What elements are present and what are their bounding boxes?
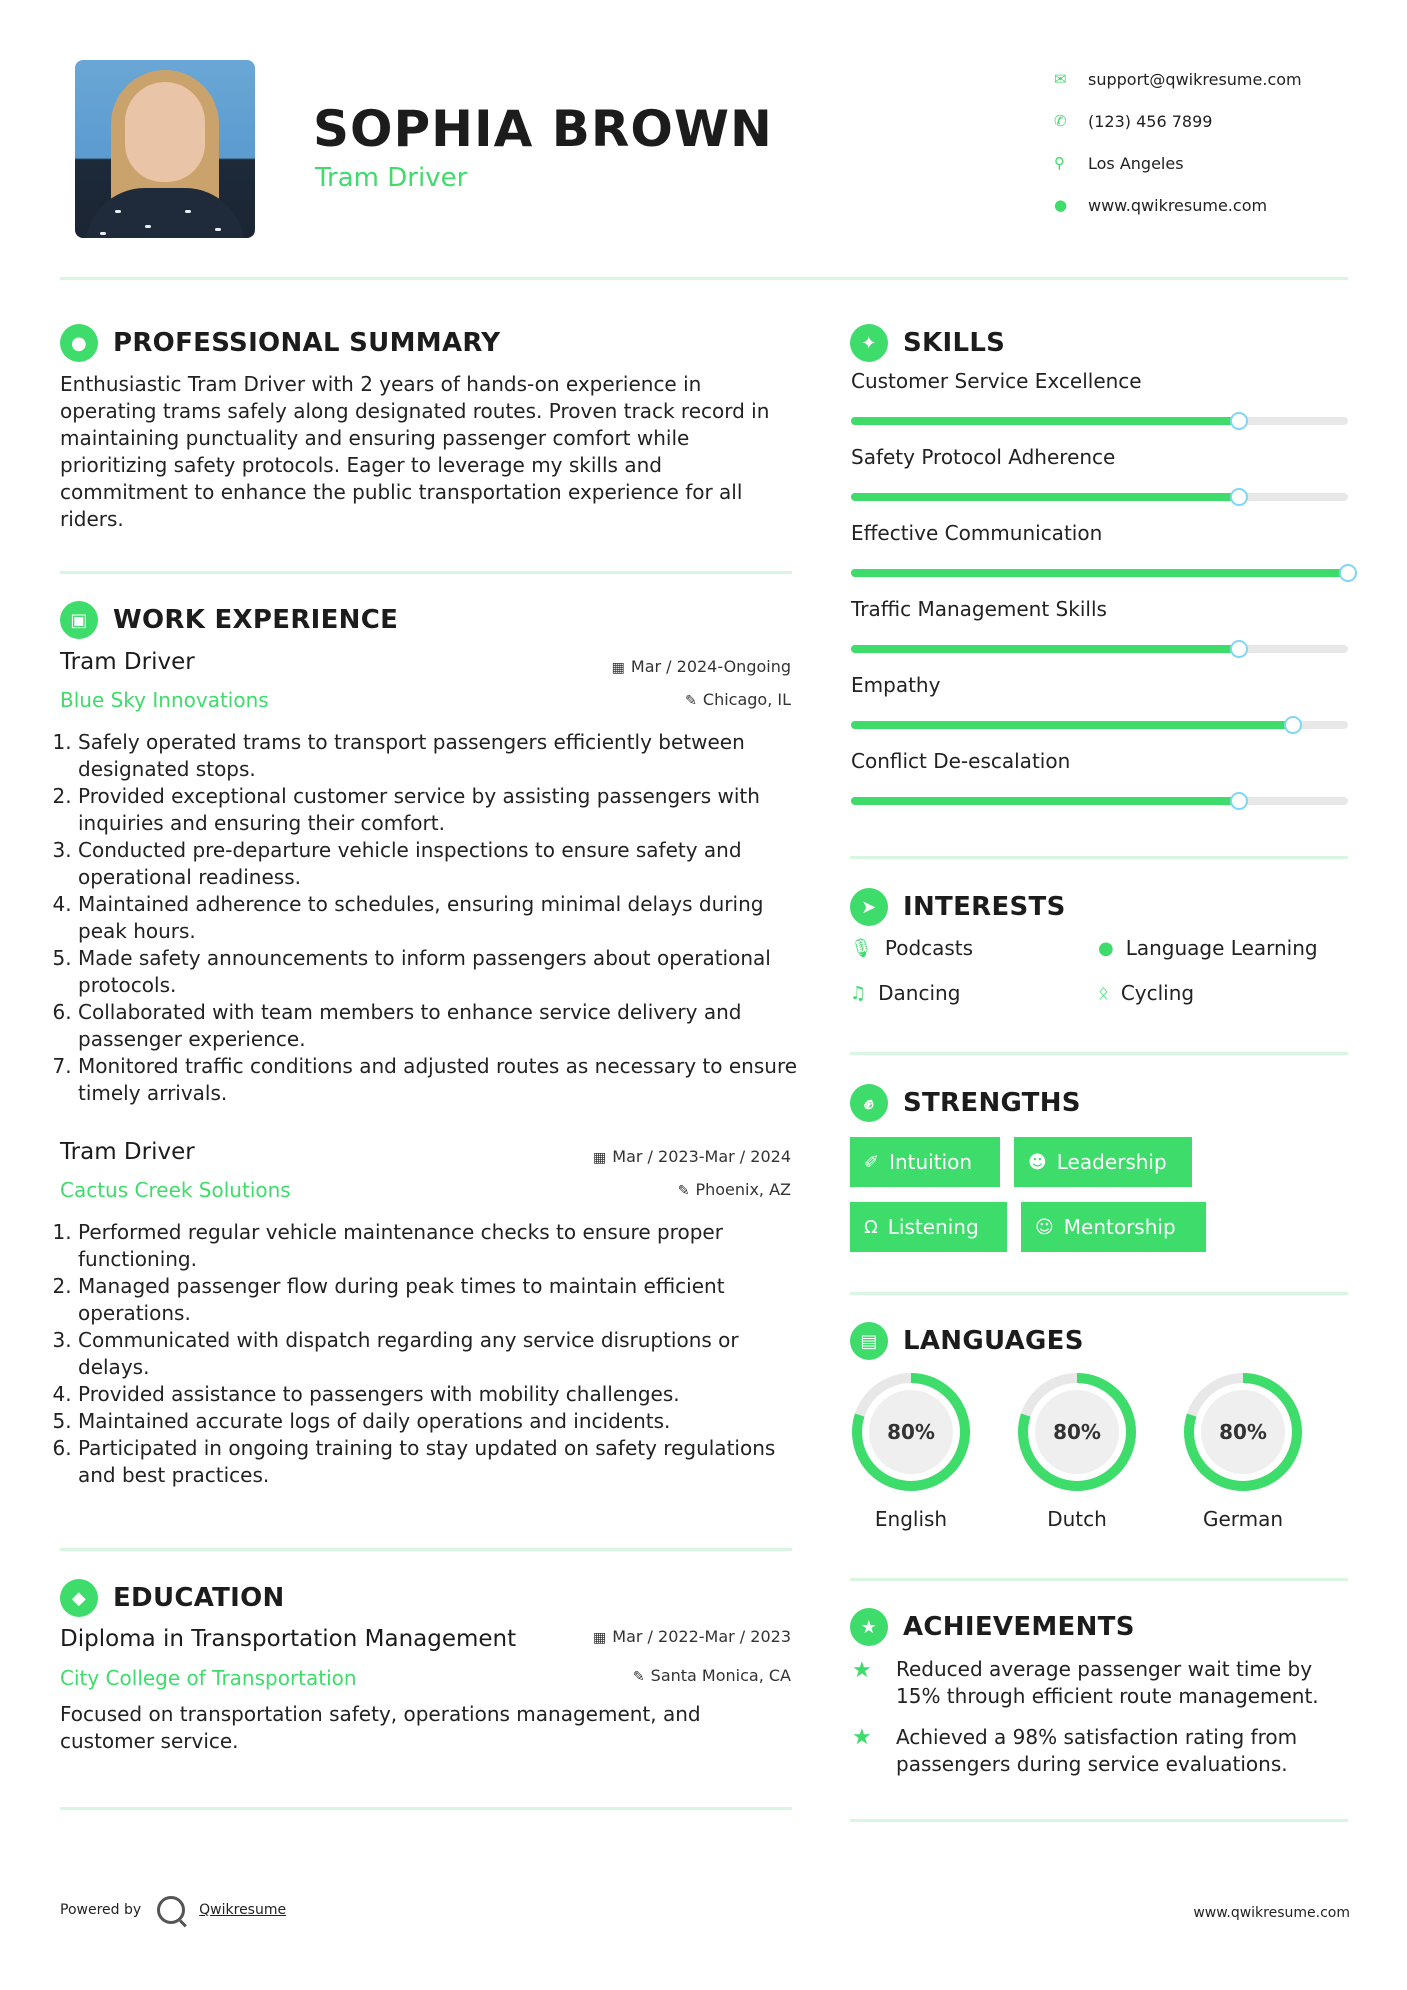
skill-bar-fill [851, 569, 1348, 577]
strength-mentorship: ☺ Mentorship [1021, 1202, 1206, 1252]
achievement-item: Achieved a 98% satisfaction rating from passengers during service evaluations. [896, 1725, 1298, 1776]
interest-dancing: ♫ Dancing [850, 981, 961, 1005]
strength-intuition: ✐ Intuition [850, 1137, 1000, 1187]
calendar-icon: ▦ [611, 660, 625, 676]
user-icon: ● [60, 324, 98, 362]
experience-heading: ▣ WORK EXPERIENCE [60, 601, 398, 639]
achievement-item: Reduced average passenger wait time by 15% through efficient route management. [896, 1657, 1319, 1708]
skill-bar-fill [851, 417, 1239, 425]
pin-icon: ✎ [677, 1183, 690, 1199]
candidate-title: Tram Driver [315, 163, 468, 193]
skill-bar-knob [1230, 792, 1248, 810]
skill-bar-fill [851, 721, 1293, 729]
lightbulb-icon: ✦ [850, 324, 888, 362]
globe-icon: ● [1098, 937, 1114, 959]
language-ring-svg [1181, 1370, 1305, 1494]
candidate-name: SOPHIA BROWN [313, 100, 773, 158]
job-1-title: Tram Driver [60, 649, 195, 675]
skill-bar-track [851, 417, 1348, 425]
job-2-company: Cactus Creek Solutions [60, 1178, 291, 1202]
language-label: English [874, 1507, 948, 1531]
languages-divider [850, 1578, 1348, 1581]
skill-bar-knob [1230, 412, 1248, 430]
skills-heading: ✦ SKILLS [850, 324, 1005, 362]
skill-label: Conflict De-escalation [851, 749, 1071, 773]
language-percent: 80% [887, 1420, 935, 1444]
skills-divider [850, 856, 1348, 859]
job-1-location: ✎ Chicago, IL [685, 690, 791, 709]
language-label: Dutch [1047, 1507, 1107, 1531]
language-percent: 80% [1219, 1420, 1267, 1444]
list-item: 3. Conducted pre-departure vehicle inspections to ensure safety and operational readiness. [78, 837, 800, 891]
briefcase-icon: ▣ [60, 601, 98, 639]
bicycle-icon: ᛟ [1098, 982, 1109, 1004]
music-note-icon: ♫ [850, 982, 867, 1004]
star-icon: ★ [852, 1725, 872, 1750]
magic-wand-icon: ✐ [864, 1151, 880, 1173]
star-icon: ★ [850, 1608, 888, 1646]
languages-heading: ▤ LANGUAGES [850, 1322, 1084, 1360]
job-2-duties [60, 1219, 800, 1489]
skill-bar-track [851, 493, 1348, 501]
envelope-icon: ✉ [1054, 70, 1067, 88]
skill-bar-knob [1284, 716, 1302, 734]
language-ring [849, 1370, 973, 1494]
interest-cycling: ᛟ Cycling [1098, 981, 1195, 1005]
list-item: 4. Maintained adherence to schedules, ensuring minimal delays during peak hours. [78, 891, 800, 945]
language-ring-svg [1015, 1370, 1139, 1494]
list-item: 5. Maintained accurate logs of daily operations and incidents. [78, 1408, 800, 1435]
list-item: 2. Provided exceptional customer service by assisting passengers with inquiries and ensuring their comfort. [78, 783, 800, 837]
summary-text: Enthusiastic Tram Driver with 2 years of hands-on experience in operating trams safely along designated routes. Proven track record in maintaining punctuality and ensuring passenger comfort while prioritizing safety protocols. Eager to leverage my skills and commitment to enhance the public transportation experience for all riders. [60, 372, 770, 531]
language-ring [1015, 1370, 1139, 1494]
achievements-heading: ★ ACHIEVEMENTS [850, 1608, 1135, 1646]
footer-brand-link[interactable]: Qwikresume [199, 1902, 287, 1918]
contact-email[interactable]: ✉ support@qwikresume.com [1050, 58, 1390, 100]
skill-label: Traffic Management Skills [851, 597, 1107, 621]
list-item: 4. Provided assistance to passengers with mobility challenges. [78, 1381, 800, 1408]
qwikresume-logo-icon [157, 1896, 185, 1924]
skill-bar-fill [851, 493, 1239, 501]
skill-bar-knob [1230, 640, 1248, 658]
location-pin-icon: ⚲ [1054, 154, 1065, 172]
skill-bar-track [851, 569, 1348, 577]
interests-heading: ➤ INTERESTS [850, 888, 1066, 926]
job-1-date: ▦ Mar / 2024-Ongoing [611, 657, 791, 676]
job-1-company: Blue Sky Innovations [60, 688, 269, 712]
skill-bar-track [851, 645, 1348, 653]
list-item: 6. Participated in ongoing training to stay updated on safety regulations and best practices. [78, 1435, 800, 1489]
job-2-title: Tram Driver [60, 1139, 195, 1165]
education-degree: Diploma in Transportation Management [60, 1626, 517, 1652]
strengths-divider [850, 1292, 1348, 1295]
education-text: Focused on transportation safety, operations management, and customer service. [60, 1702, 701, 1753]
language-ring [1181, 1370, 1305, 1494]
phone-icon: ✆ [1054, 112, 1067, 130]
contact-phone[interactable]: ✆ (123) 456 7899 [1050, 100, 1390, 142]
education-divider [60, 1807, 792, 1810]
skill-bar-track [851, 797, 1348, 805]
strength-leadership: ☻ Leadership [1014, 1137, 1192, 1187]
list-item: 7. Monitored traffic conditions and adjusted routes as necessary to ensure timely arrivals. [78, 1053, 800, 1107]
list-item: 2. Managed passenger flow during peak times to maintain efficient operations. [78, 1273, 800, 1327]
header-divider [60, 277, 1348, 280]
list-item: 6. Collaborated with team members to enhance service delivery and passenger experience. [78, 999, 800, 1053]
interest-podcasts: 🎙︎ Podcasts [850, 936, 974, 960]
list-item: 5. Made safety announcements to inform passengers about operational protocols. [78, 945, 800, 999]
language-percent: 80% [1053, 1420, 1101, 1444]
interests-divider [850, 1052, 1348, 1055]
summary-divider [60, 571, 792, 574]
pin-icon: ✎ [685, 693, 697, 709]
star-icon: ★ [852, 1658, 872, 1683]
job-2-location: ✎ Phoenix, AZ [677, 1180, 791, 1199]
language-label: German [1202, 1507, 1284, 1531]
skill-bar-fill [851, 797, 1239, 805]
microphone-icon: 🎙︎ [850, 937, 873, 959]
contact-website[interactable]: ● www.qwikresume.com [1050, 184, 1390, 226]
id-card-icon: ▤ [850, 1322, 888, 1360]
education-school: City College of Transportation [60, 1666, 357, 1690]
education-date: ▦ Mar / 2022-Mar / 2023 [593, 1627, 791, 1646]
education-location: ✎ Santa Monica, CA [632, 1666, 791, 1685]
contact-location: ⚲ Los Angeles [1050, 142, 1390, 184]
strength-listening: Ω Listening [850, 1202, 1007, 1252]
list-item: 3. Communicated with dispatch regarding any service disruptions or delays. [78, 1327, 800, 1381]
list-item: 1. Performed regular vehicle maintenance checks to ensure proper functioning. [78, 1219, 800, 1273]
education-heading: ◆ EDUCATION [60, 1579, 285, 1617]
strengths-heading: ✊︎ STRENGTHS [850, 1084, 1081, 1122]
skill-label: Empathy [851, 673, 941, 697]
summary-heading: ● PROFESSIONAL SUMMARY [60, 324, 500, 362]
skill-bar-fill [851, 645, 1239, 653]
language-ring-svg [849, 1370, 973, 1494]
achievements-divider [850, 1819, 1348, 1822]
headphones-icon: Ω [864, 1216, 878, 1238]
skill-label: Customer Service Excellence [851, 369, 1142, 393]
skill-bar-knob [1230, 488, 1248, 506]
footer-powered-by: Powered by Qwikresume [60, 1896, 286, 1924]
interest-language-learning: ● Language Learning [1098, 936, 1318, 960]
experience-divider [60, 1548, 792, 1551]
paper-plane-icon: ➤ [850, 888, 888, 926]
fist-icon: ✊︎ [850, 1084, 888, 1122]
job-2-date: ▦ Mar / 2023-Mar / 2024 [593, 1147, 791, 1166]
user-plus-icon: ☺ [1035, 1216, 1054, 1238]
skill-label: Safety Protocol Adherence [851, 445, 1116, 469]
profile-photo [75, 60, 255, 238]
skill-label: Effective Communication [851, 521, 1103, 545]
job-1-duties [60, 729, 800, 1107]
globe-icon: ● [1054, 196, 1068, 214]
users-icon: ☻ [1028, 1151, 1047, 1173]
pin-icon: ✎ [632, 1669, 645, 1685]
footer-url[interactable]: www.qwikresume.com [1193, 1905, 1350, 1921]
skill-bar-knob [1339, 564, 1357, 582]
graduation-cap-icon: ◆ [60, 1579, 98, 1617]
calendar-icon: ▦ [593, 1150, 607, 1166]
calendar-icon: ▦ [593, 1630, 607, 1646]
skill-bar-track [851, 721, 1348, 729]
list-item: 1. Safely operated trams to transport passengers efficiently between designated stops. [78, 729, 800, 783]
contact-list [1050, 58, 1390, 226]
